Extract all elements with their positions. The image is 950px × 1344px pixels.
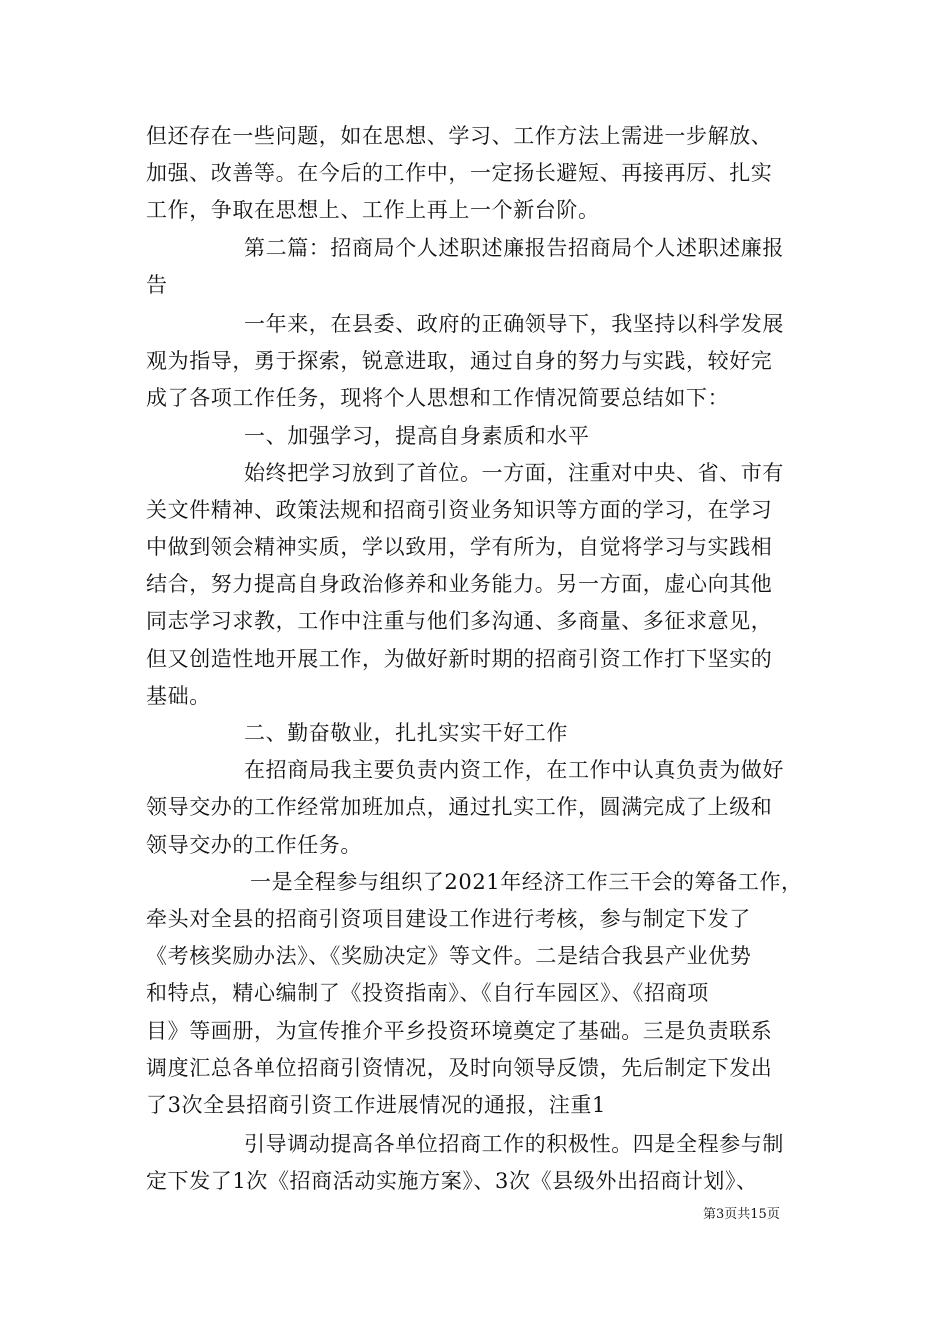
text-line: 但又创造性地开展工作，为做好新时期的招商引资工作打下坚实的: [146, 646, 773, 671]
paragraph-start: 引导调动提高各单位招商工作的积极性。四是全程参与制: [244, 1132, 784, 1157]
text-line: 中做到领会精神实质，学以致用，学有所为，自觉将学习与实践相: [146, 535, 773, 560]
text-line: 加强、改善等。在今后的工作中，一定扬长避短、再接再厉、扎实: [146, 161, 773, 186]
text-line: 定下发了1次《招商活动实施方案》、3次《县级外出招商计划》、: [146, 1169, 758, 1194]
text-line: 《考核奖励办法》、《奖励决定》等文件。二是结合我县产业优势: [146, 944, 752, 969]
text-line: 关文件精神、政策法规和招商引资业务知识等方面的学习，在学习: [146, 497, 773, 522]
paragraph-start: 在招商局我主要负责内资工作，在工作中认真负责为做好: [244, 758, 784, 783]
text-line: 工作，争取在思想上、工作上再上一个新台阶。: [146, 198, 600, 223]
page-number-footer: 第3页共15页: [703, 1207, 780, 1222]
document-body: [146, 118, 812, 1200]
text-line: 同志学习求教，工作中注重与他们多沟通、多商量、多征求意见，: [146, 609, 773, 634]
subheading: 一、加强学习，提高自身素质和水平: [244, 423, 590, 448]
text-line: 牵头对全县的招商引资项目建设工作进行考核，参与制定下发了: [146, 906, 751, 931]
text-line: 领导交办的工作经常加班加点，通过扎实工作，圆满完成了上级和: [146, 795, 773, 820]
text-line: 了3次全县招商引资工作进展情况的通报，注重1: [146, 1092, 606, 1117]
paragraph-start: 始终把学习放到了首位。一方面，注重对中央、省、市有: [244, 460, 784, 485]
section-heading-continued: 告: [146, 272, 168, 297]
text-line: 观为指导，勇于探索，锐意进取，通过自身的努力与实践，较好完: [146, 349, 773, 374]
text-line: 成了各项工作任务，现将个人思想和工作情况简要总结如下：: [146, 386, 730, 411]
section-heading: 第二篇：招商局个人述职述廉报告招商局个人述职述廉报: [244, 235, 784, 260]
text-line: 基础。: [146, 683, 211, 708]
text-line: 结合，努力提高自身政治修养和业务能力。另一方面，虚心向其他: [146, 572, 773, 597]
text-line: 和特点，精心编制了《投资指南》、《自行车园区》、《招商项: [146, 981, 709, 1006]
text-line: 调度汇总各单位招商引资情况，及时向领导反馈，先后制定下发出: [146, 1055, 773, 1080]
paragraph-start: 一是全程参与组织了2021年经济工作三干会的筹备工作，: [250, 869, 803, 894]
paragraph-start: 一年来，在县委、政府的正确领导下，我坚持以科学发展: [244, 311, 784, 336]
text-line: 但还存在一些问题，如在思想、学习、工作方法上需进一步解放、: [146, 124, 773, 148]
text-line: 领导交办的工作任务。: [146, 832, 362, 857]
subheading: 二、勤奋敬业，扎扎实实干好工作: [244, 721, 568, 745]
text-line: 目》等画册，为宣传推介平乡投资环境奠定了基础。三是负责联系: [146, 1018, 773, 1043]
